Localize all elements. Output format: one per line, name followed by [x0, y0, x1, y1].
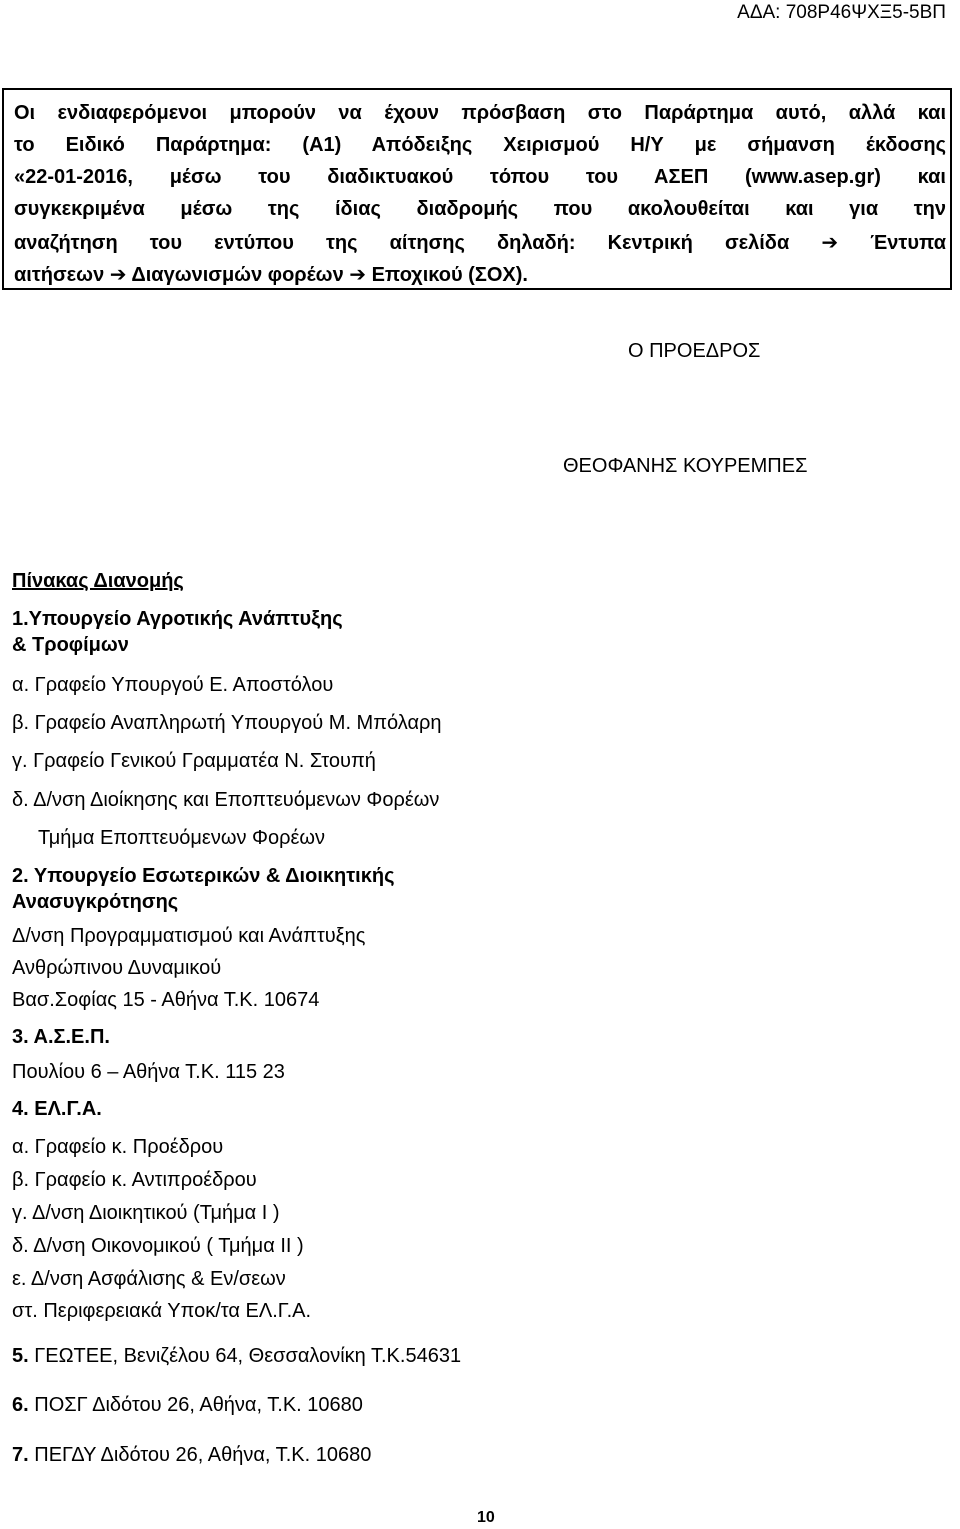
notice-path-line-2 [14, 262, 946, 287]
distribution-line: & Τροφίμων [12, 634, 129, 656]
item-number: 5. [12, 1345, 29, 1367]
item-number: 7. [12, 1444, 29, 1466]
distribution-line: Βασ.Σοφίας 15 - Αθήνα Τ.Κ. 10674 [12, 989, 320, 1011]
path-part-1: αιτήσεων [14, 264, 105, 286]
item-number: 6. [12, 1394, 29, 1416]
ada-code: ΑΔΑ: 708Ρ46ΨΧΞ5-5ΒΠ [737, 2, 946, 23]
distribution-line: Ανασυγκρότησης [12, 891, 179, 913]
distribution-line: α. Γραφείο κ. Προέδρου [12, 1136, 224, 1158]
path-suffix: Έντυπα [870, 232, 947, 254]
distribution-line: στ. Περιφερειακά Υποκ/τα ΕΛ.Γ.Α. [12, 1300, 312, 1322]
distribution-line: δ. Δ/νση Διοίκησης και Εποπτευόμενων Φορέων [12, 789, 440, 811]
distribution-numbered-item [12, 1394, 363, 1417]
distribution-line: γ. Δ/νση Διοικητικού (Τμήμα Ι ) [12, 1202, 280, 1224]
path-part-3: Εποχικού (ΣΟΧ). [371, 264, 528, 286]
item-text: ΓΕΩΤΕΕ, Βενιζέλου 64, Θεσσαλονίκη Τ.Κ.54631 [34, 1345, 462, 1367]
distribution-numbered-item [12, 1345, 461, 1368]
notice-line: συγκεκριμένα μέσω της ίδιας διαδρομής που ακολουθείται και για την [14, 198, 946, 220]
item-text: ΠΟΣΓ Διδότου 26, Αθήνα, Τ.Κ. 10680 [34, 1394, 363, 1416]
distribution-line: Πουλίου 6 – Αθήνα Τ.Κ. 115 23 [12, 1061, 285, 1083]
distribution-line: β. Γραφείο Αναπληρωτή Υπουργού Μ. Μπόλαρη [12, 712, 442, 734]
distribution-line: Δ/νση Προγραμματισμού και Ανάπτυξης [12, 925, 366, 947]
page-number: 10 [477, 1509, 495, 1526]
notice-box [2, 88, 952, 290]
signature-name: ΘΕΟΦΑΝΗΣ ΚΟΥΡΕΜΠΕΣ [563, 455, 808, 477]
notice-line: «22-01-2016, μέσω του διαδικτυακού τόπου του ΑΣΕΠ (www.asep.gr) και [14, 166, 946, 188]
distribution-line: γ. Γραφείο Γενικού Γραμματέα Ν. Στουπή [12, 750, 376, 772]
distribution-line: 3. Α.Σ.Ε.Π. [12, 1026, 110, 1048]
distribution-numbered-item [12, 1444, 371, 1467]
distribution-line: 4. ΕΛ.Γ.Α. [12, 1098, 102, 1120]
item-text: ΠΕΓΔΥ Διδότου 26, Αθήνα, Τ.Κ. 10680 [34, 1444, 372, 1466]
distribution-line: 2. Υπουργείο Εσωτερικών & Διοικητικής [12, 865, 395, 887]
arrow-right-icon: ➔ [821, 232, 839, 254]
path-prefix: αναζήτηση του εντύπου της αίτησης δηλαδή: Κεντρική σελίδα [14, 232, 790, 254]
distribution-line: β. Γραφείο κ. Αντιπροέδρου [12, 1169, 257, 1191]
distribution-heading: Πίνακας Διανομής [12, 570, 184, 592]
notice-line: το Ειδικό Παράρτημα: (Α1) Απόδειξης Χειρισμού Η/Υ με σήμανση έκδοσης [14, 134, 946, 156]
distribution-line: δ. Δ/νση Οικονομικού ( Τμήμα ΙΙ ) [12, 1235, 304, 1257]
notice-path-line-1 [14, 230, 946, 255]
arrow-right-icon: ➔ [109, 264, 127, 286]
distribution-line: ε. Δ/νση Ασφάλισης & Εν/σεων [12, 1268, 286, 1290]
notice-line: Οι ενδιαφερόμενοι μπορούν να έχουν πρόσβαση στο Παράρτημα αυτό, αλλά και [14, 102, 946, 124]
signature-role: Ο ΠΡΟΕΔΡΟΣ [628, 340, 761, 362]
distribution-line: 1.Υπουργείο Αγροτικής Ανάπτυξης [12, 608, 343, 630]
distribution-line: Τμήμα Εποπτευόμενων Φορέων [38, 827, 326, 849]
arrow-right-icon: ➔ [349, 264, 367, 286]
path-part-2: Διαγωνισμών φορέων [131, 264, 344, 286]
distribution-line: Ανθρώπινου Δυναμικού [12, 957, 222, 979]
distribution-line: α. Γραφείο Υπουργού Ε. Αποστόλου [12, 674, 334, 696]
